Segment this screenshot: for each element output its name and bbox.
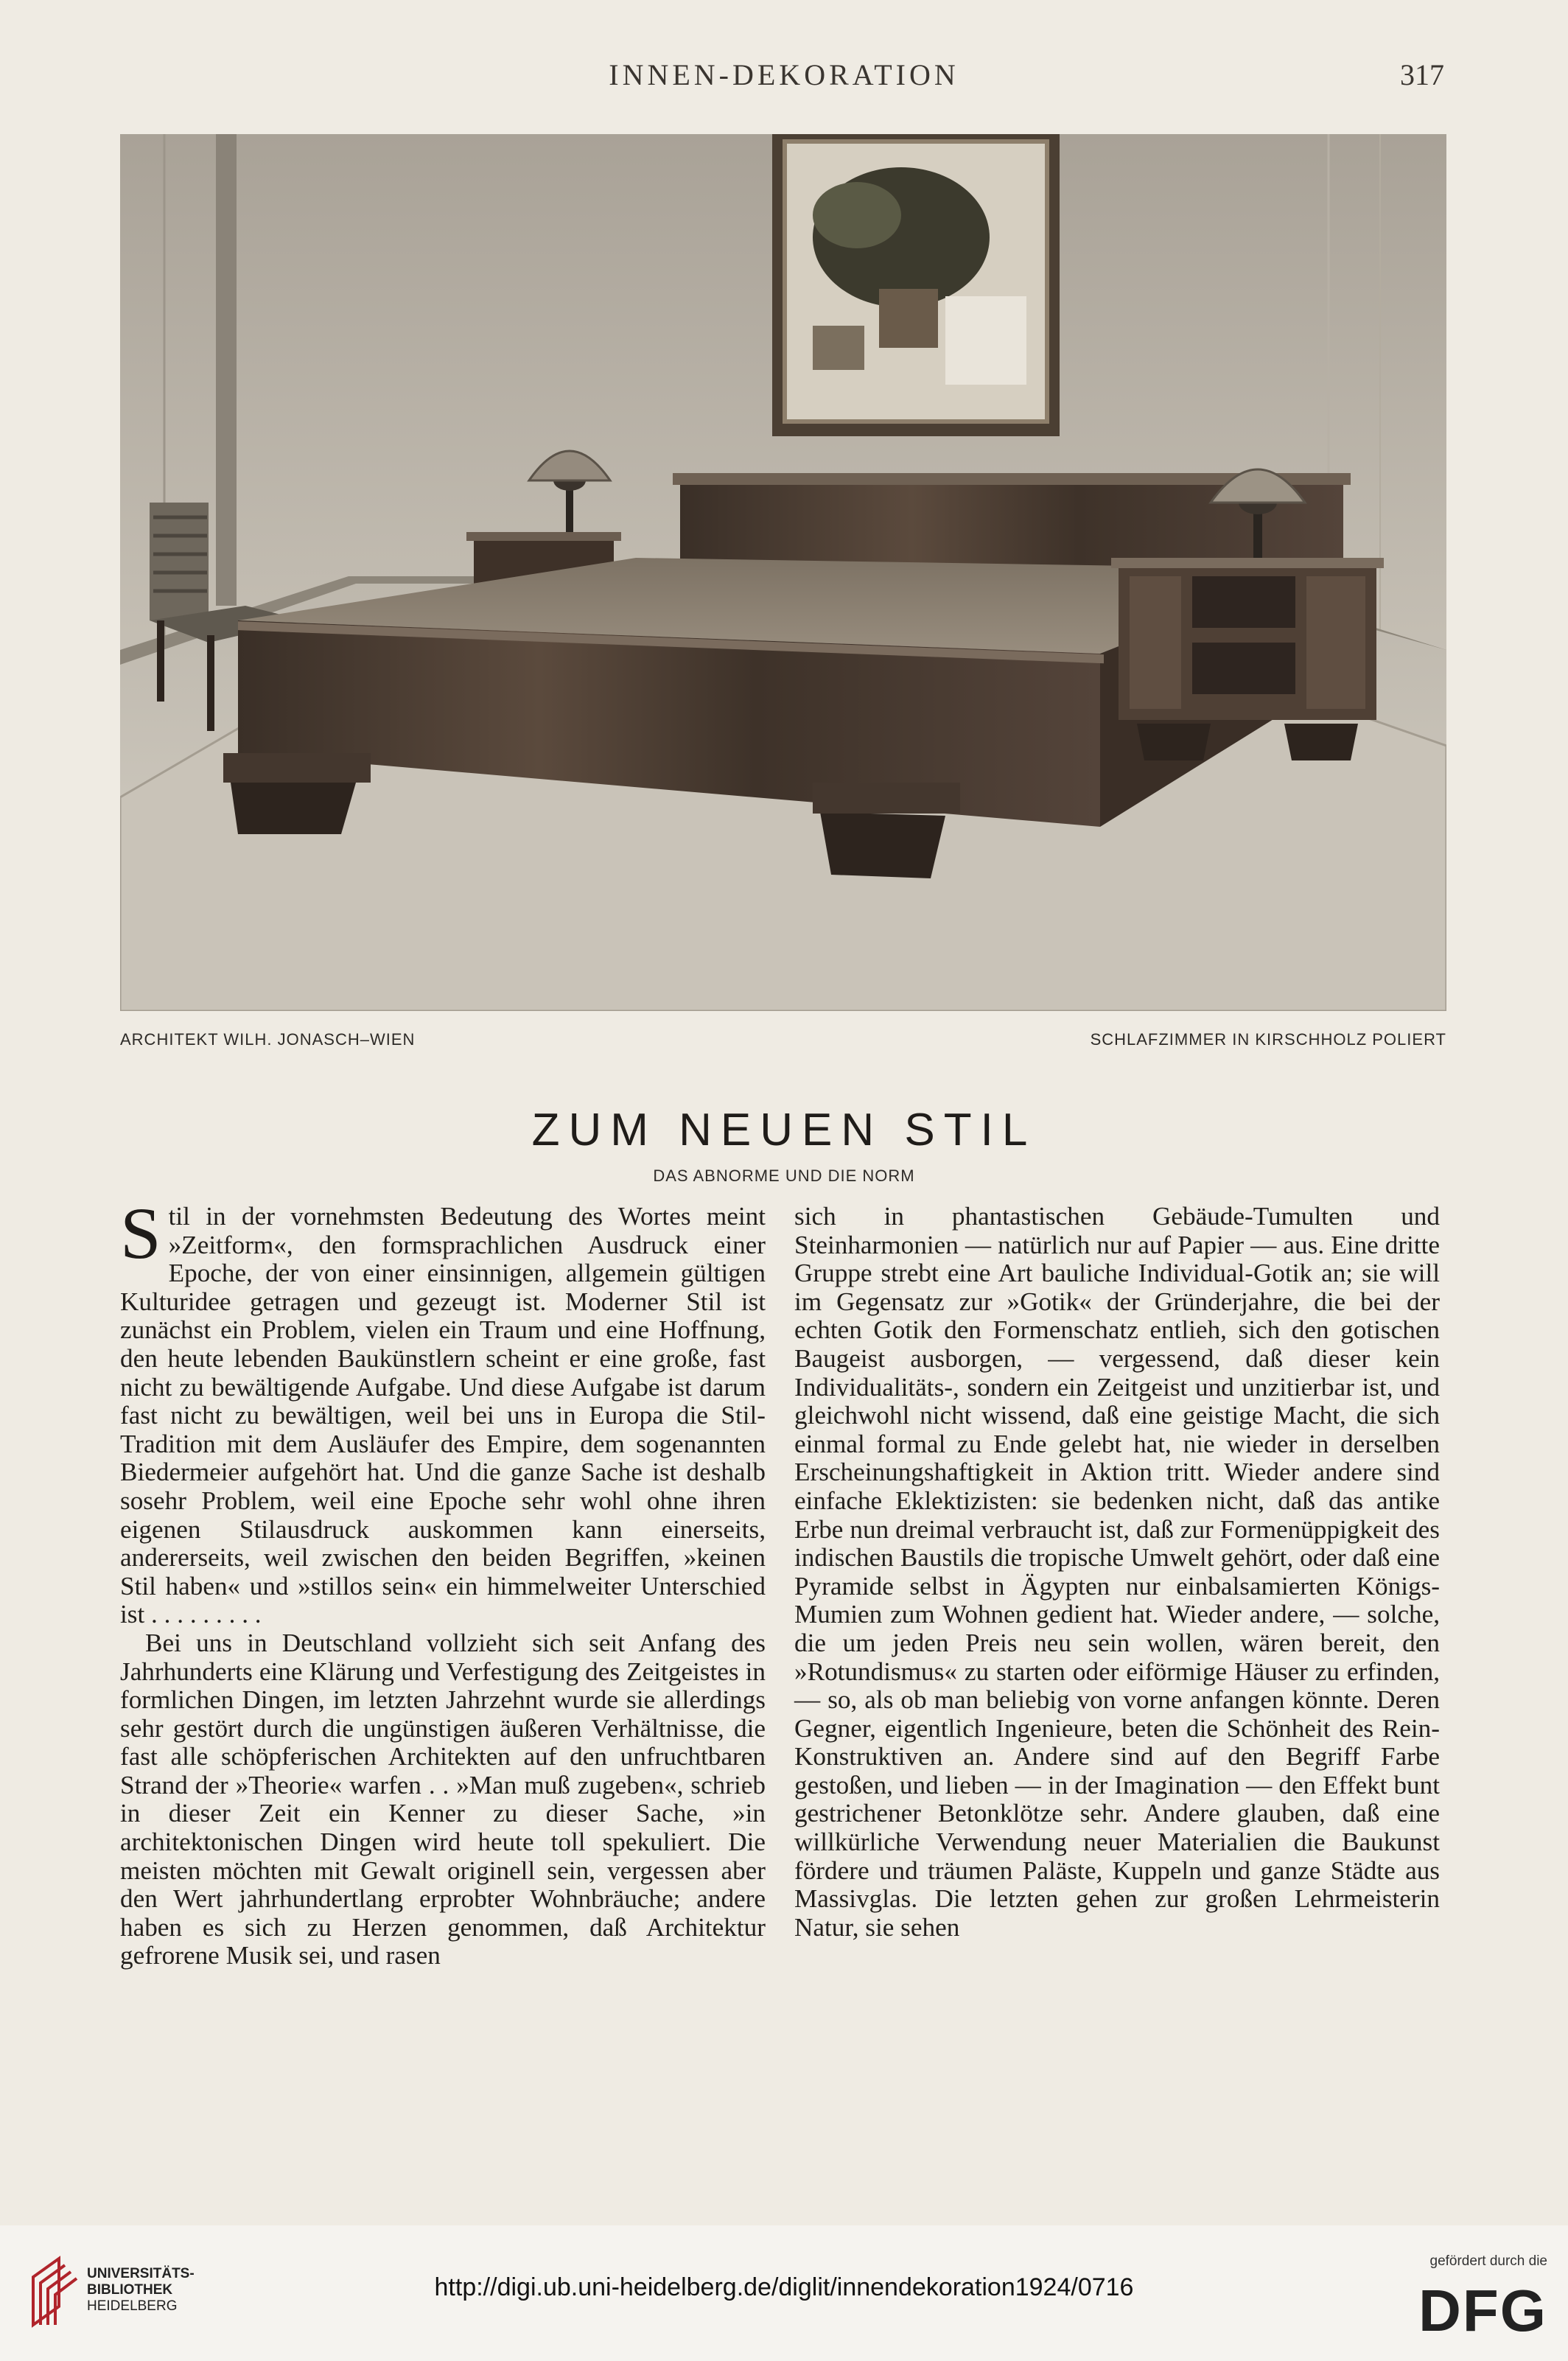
text-column-right: [794, 1203, 1440, 1942]
paragraph-1-text: til in der vornehmsten Bedeutung des Wortes meint »Zeitform«, den formsprachlichen Ausdruck einer Epoche, der von einer einsinnigen, allgemein gültigen Kulturidee getragen und gezeugt ist. Moderner Stil ist zunächst ein Problem, vielen ein Traum und eine Hoffnung, den heute lebenden Baukünstlern scheint er eine große, fast nicht zu bewältigende Aufgabe. Und diese Aufgabe ist darum fast nicht zu bewältigen, weil bei uns in Europa die Stil-Tradition mit dem Ausläufer des Empire, dem sogenannten Biedermeier aufgehört hat. Und die ganze Sache ist deshalb sosehr Problem, weil eine Epoche sehr wohl ohne ihren eigenen Stilausdruck auskommen kann einerseits, andererseits, weil zwischen den beiden Begriffen, »keinen Stil haben« und »stillos sein« ein himmelweiter Unterschied ist . . . . . . . . .: [120, 1202, 766, 1629]
bedroom-photograph: [120, 134, 1446, 1011]
library-line-2: BIBLIOTHEK: [87, 2282, 173, 2298]
article-subtitle: DAS ABNORME UND DIE NORM: [653, 1166, 915, 1185]
photo-subject-caption: SCHLAFZIMMER IN KIRSCHHOLZ POLIERT: [1090, 1030, 1446, 1049]
paragraph-2: Bei uns in Deutschland vollzieht sich seit Anfang des Jahrhunderts eine Klärung und Verfestigung des Zeitgeistes in formlichen Dingen, im letzten Jahrzehnt wurde sie allerdings sehr gestört durch die ungünstigen äußeren Verhältnisse, die fast alle schöpferischen Architekten auf den unfruchtbaren Strand der »Theorie« warfen . . »Man muß zugeben«, schrieb in dieser Zeit ein Kenner zu dieser Sache, »in architektonischen Dingen wird heute toll spekuliert. Die meisten möchten mit Gewalt originell sein, vergessen aber den Wert jahrhundertlang erprobter Wohnbräuche; andere haben es sich zu Herzen genommen, daß Architektur gefrorene Musik sei, und rasen: [120, 1628, 766, 1970]
page-number: 317: [1400, 58, 1444, 91]
library-line-1: UNIVERSITÄTS-: [87, 2266, 195, 2281]
paragraph-1: [120, 1192, 766, 1629]
funder-note: gefördert durch die: [1429, 2253, 1547, 2269]
text-column-left: [120, 1192, 766, 1970]
article-title: ZUM NEUEN STIL: [531, 1105, 1037, 1155]
drop-cap: S: [120, 1192, 161, 1274]
running-head: INNEN-DEKORATION: [609, 58, 959, 91]
source-url-link[interactable]: http://digi.ub.uni-heidelberg.de/diglit/innendekoration1924/0716: [434, 2273, 1134, 2301]
paragraph-3: sich in phantastischen Gebäude-Tumulten und Steinharmonien — natürlich nur auf Papier — aus. Eine dritte Gruppe strebt eine Art bauliche Individual-Gotik an; sie will im Gegensatz zur »Gotik« der Gründerjahre, die bei der echten Gotik den Formenschatz entlieh, sich den gotischen Baugeist ausborgen, — vergessend, daß dieser kein Individualitäts-, sondern ein Zeitgeist und unzitierbar ist, und gleichwohl nicht wissend, daß eine geistige Macht, die sich einmal formal zu Ende gelebt hat, nie wieder in derselben Erscheinungshaftigkeit in Aktion tritt. Wieder andere sind einfache Eklektizisten: sie bedenken nicht, daß das antike Erbe nun dreimal verbraucht ist, daß zur Formenüppigkeit des indischen Baustils die tropische Umwelt gehört, oder daß eine Pyramide selbst in Ägypten nur einbalsamierten Königs-Mumien zum Wohnen gedient hat. Wieder andere, — solche, die um jeden Preis neu sein wollen, wären bereit, den »Rotundismus« zu starten oder eiförmige Häuser zu erfinden, — so, als ob man beliebig von vorne anfangen könnte. Deren Gegner, eigentlich Ingenieure, beten die Schönheit des Rein-Konstruktiven an. Andere sind auf den Begriff Farbe gestoßen, und lieben — in der Imagination — den Effekt bunt gestrichener Betonklötze sehr. Andere glauben, daß eine willkürliche Verwendung neuer Materialien die Baukunst fördere und träumen Paläste, Kuppeln und ganze Städte aus Massivglas. Die letzten gehen zur großen Lehrmeisterin Natur, sie sehen: [794, 1202, 1440, 1942]
dfg-logo: DFG: [1418, 2278, 1547, 2343]
photo-credit-caption: ARCHITEKT WILH. JONASCH–WIEN: [120, 1030, 416, 1049]
library-line-3: HEIDELBERG: [87, 2298, 178, 2314]
